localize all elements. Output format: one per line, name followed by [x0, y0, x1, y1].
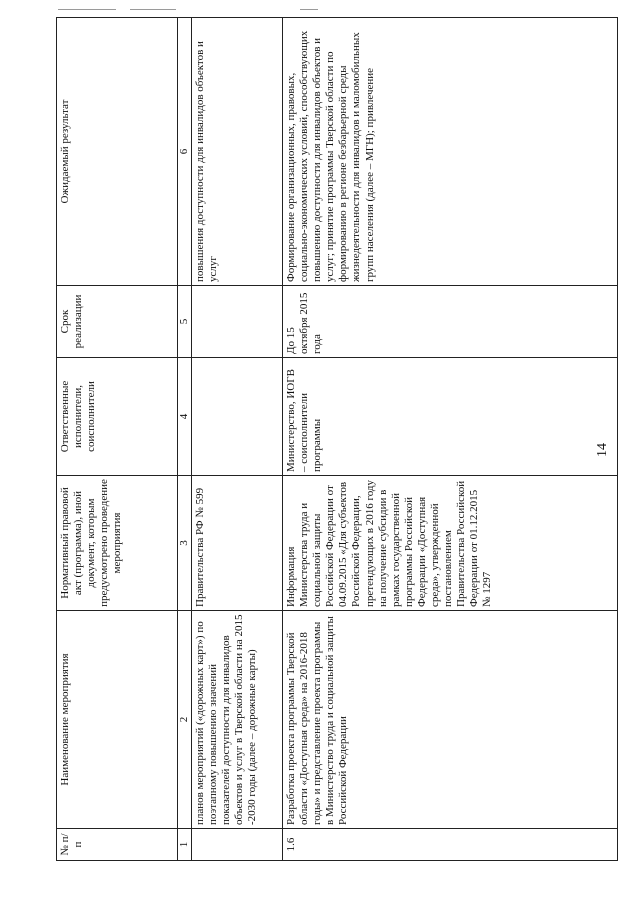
executors: Министерство, ИОГВ – соисполнители программы	[283, 358, 618, 476]
header-executors: Ответственные исполнители, соисполнители	[57, 358, 178, 476]
column-number: 4	[178, 358, 192, 476]
term	[192, 286, 283, 358]
page-number: 14	[595, 443, 610, 457]
header-legal-act: Нормативный правовой акт (программа), иной документ, которым предусмотрено проведение мероприятия	[57, 476, 178, 611]
column-number: 3	[178, 476, 192, 611]
header-expected-result: Ожидаемый результат	[57, 18, 178, 286]
header-number: № п/п	[57, 829, 178, 861]
executors	[192, 358, 283, 476]
expected-result: Формирование организационных, правовых, социально-экономических условий, способствующих повышению доступности для инвалидов объектов и услуг; принятие программы Тверской области по формированию в регионе безбарьерной среды жизнедеятельности для инвалидов и маломобильных групп населения (далее – МГН); привлечение	[283, 18, 618, 286]
column-number: 1	[178, 829, 192, 861]
column-number: 6	[178, 18, 192, 286]
legal-act: Правительства РФ № 599	[192, 476, 283, 611]
table-row	[283, 18, 618, 861]
column-number-row	[178, 18, 192, 861]
column-number: 5	[178, 286, 192, 358]
table-header-row	[57, 18, 178, 861]
header-term: Срок реализации	[57, 286, 178, 358]
row-number: 1.6	[283, 829, 618, 861]
table-row	[192, 18, 283, 861]
term: До 15 октября 2015 года	[283, 286, 618, 358]
measure-name: планов мероприятий («дорожных карт») по поэтапному повышению значений показателей доступности для инвалидов объектов и услуг в Тверской области на 2015 -2030 годы (далее – дорожные карты)	[192, 611, 283, 829]
row-number	[192, 829, 283, 861]
legal-act: Информация Министерства труда и социальной защиты Российской Федерации от 04.09.2015 «Для субъектов Российской Федерации, претендующих в 2016 году на получение субсидии в рамках государственной программы Российской Федерации «Доступная среда», утвержденной постановлением Правительства Российской Федерации от 01.12.2015 № 1297	[283, 476, 618, 611]
measure-name: Разработка проекта программы Тверской области «Доступная среда» на 2016-2018 годы» и представление проекта программы в Министерство труда и социальной защиты Российской Федерации	[283, 611, 618, 829]
measures-table	[56, 17, 618, 861]
column-number: 2	[178, 611, 192, 829]
header-measure-name: Наименование мероприятия	[57, 611, 178, 829]
expected-result: повышения доступности для инвалидов объектов и услуг	[192, 18, 283, 286]
